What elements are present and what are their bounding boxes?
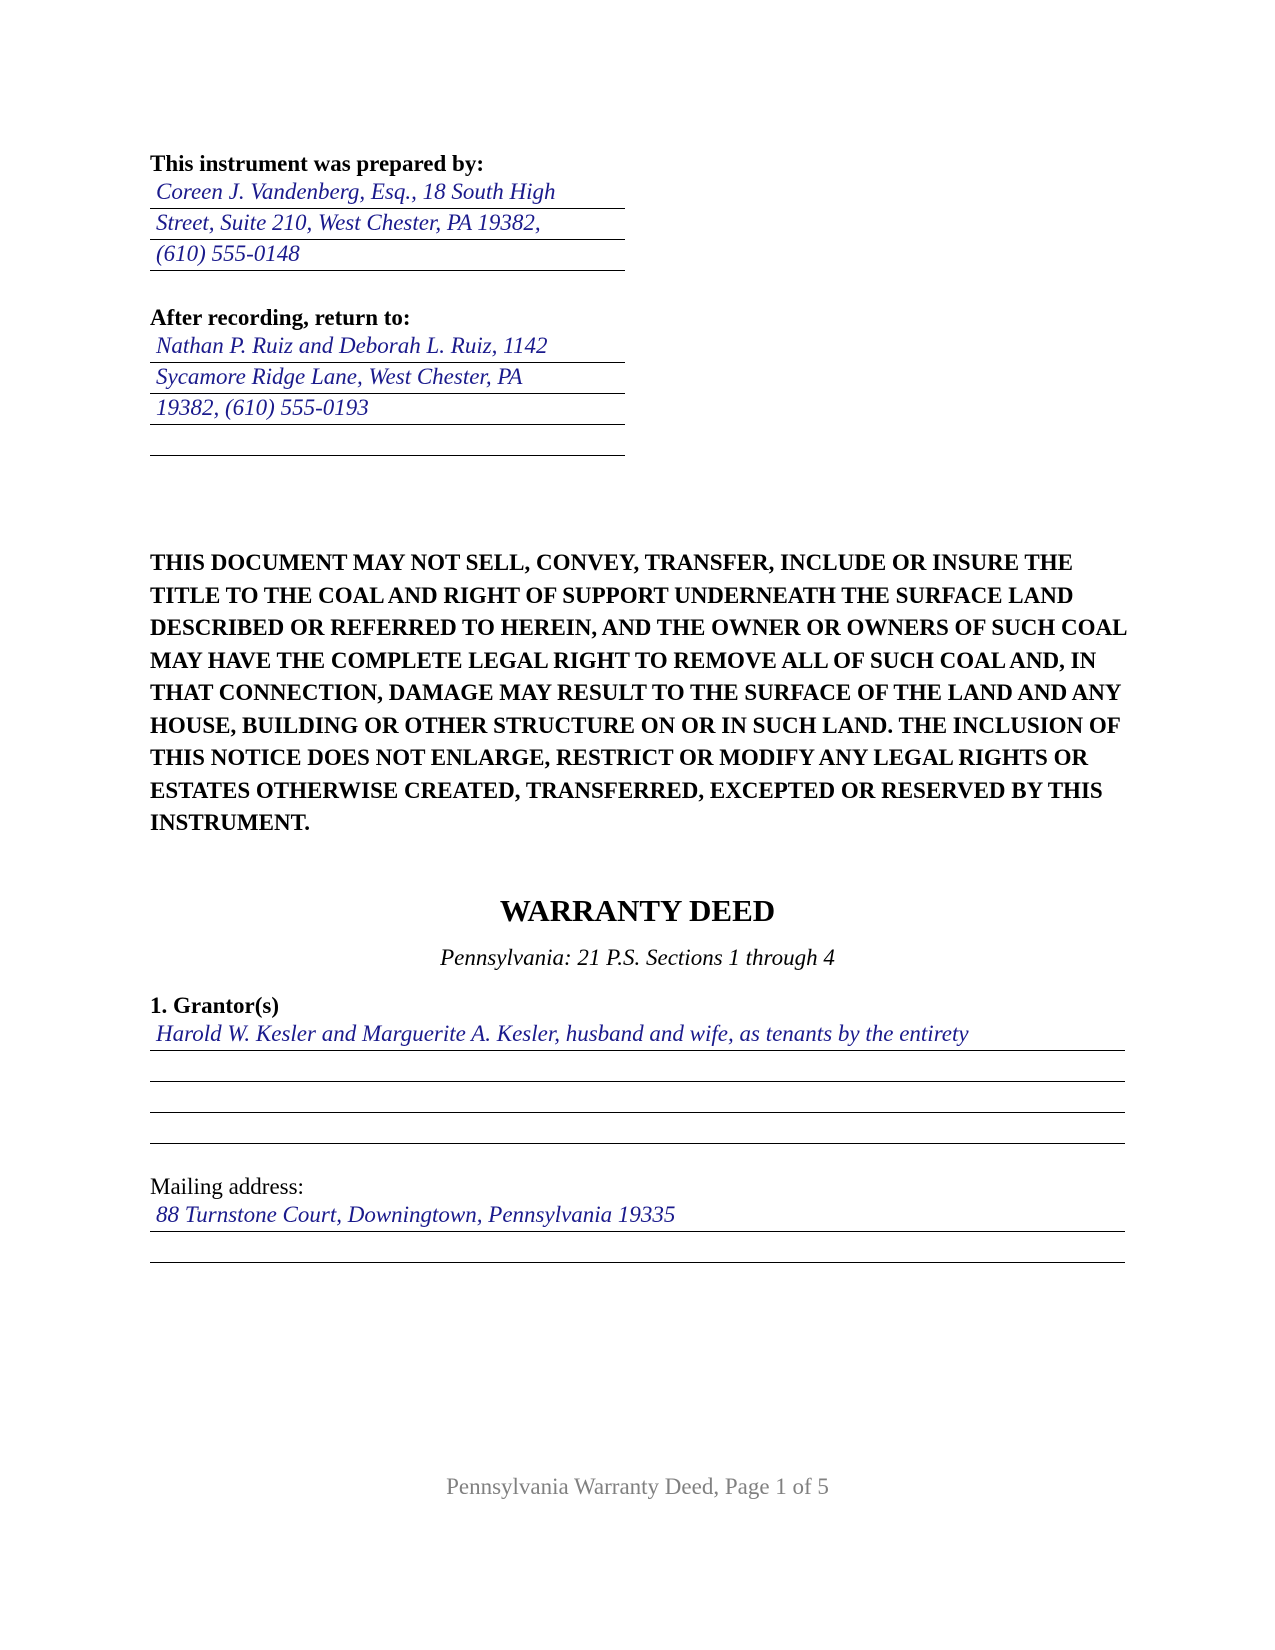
grantor-heading: 1. Grantor(s) [150,993,280,1018]
coal-notice: THIS DOCUMENT MAY NOT SELL, CONVEY, TRANSFER, INCLUDE OR INSURE THE TITLE TO THE COAL AND RIGHT OF SUPPORT UNDERNEATH THE SURFACE LAND DESCRIBED OR REFERRED TO HEREIN, AND THE OWNER OR OWNERS OF SUCH COAL MAY HAVE THE COMPLETE LEGAL RIGHT TO REMOVE ALL OF SUCH COAL AND, IN THAT CONNECTION, DAMAGE MAY RESULT TO THE SURFACE OF THE LAND AND ANY HOUSE, BUILDING OR OTHER STRUCTURE ON OR IN SUCH LAND. THE INCLUSION OF THIS NOTICE DOES NOT ENLARGE, RESTRICT OR MODIFY ANY LEGAL RIGHTS OR ESTATES OTHERWISE CREATED, TRANSFERRED, EXCEPTED OR RESERVED BY THIS INSTRUMENT. [150,550,1127,835]
prepared-by-line[interactable]: Street, Suite 210, West Chester, PA 19382, [150,209,625,240]
return-to-section [150,304,625,456]
return-to-line[interactable]: Nathan P. Ruiz and Deborah L. Ruiz, 1142 [150,332,625,363]
return-to-label: After recording, return to: [150,305,411,330]
grantor-line[interactable] [150,1051,1125,1082]
grantor-line[interactable]: Harold W. Kesler and Marguerite A. Kesler, husband and wife, as tenants by the entirety [150,1020,1125,1051]
prepared-by-label: This instrument was prepared by: [150,151,484,176]
grantor-section [150,992,1125,1144]
prepared-by-line[interactable]: Coreen J. Vandenberg, Esq., 18 South High [150,178,625,209]
mailing-address-line[interactable] [150,1232,1125,1263]
page-title: WARRANTY DEED [499,893,776,928]
return-to-line[interactable]: 19382, (610) 555-0193 [150,394,625,425]
grantor-line[interactable] [150,1113,1125,1144]
page-footer: Pennsylvania Warranty Deed, Page 1 of 5 [446,1474,829,1499]
return-to-line[interactable] [150,425,625,456]
mailing-address-line[interactable]: 88 Turnstone Court, Downingtown, Pennsylvania 19335 [150,1201,1125,1232]
page-subtitle: Pennsylvania: 21 P.S. Sections 1 through 4 [440,945,835,970]
prepared-by-section [150,150,625,271]
mailing-address-section [150,1173,1125,1263]
prepared-by-line[interactable]: (610) 555-0148 [150,240,625,271]
return-to-line[interactable]: Sycamore Ridge Lane, West Chester, PA [150,363,625,394]
mailing-address-label: Mailing address: [150,1174,304,1199]
grantor-line[interactable] [150,1082,1125,1113]
